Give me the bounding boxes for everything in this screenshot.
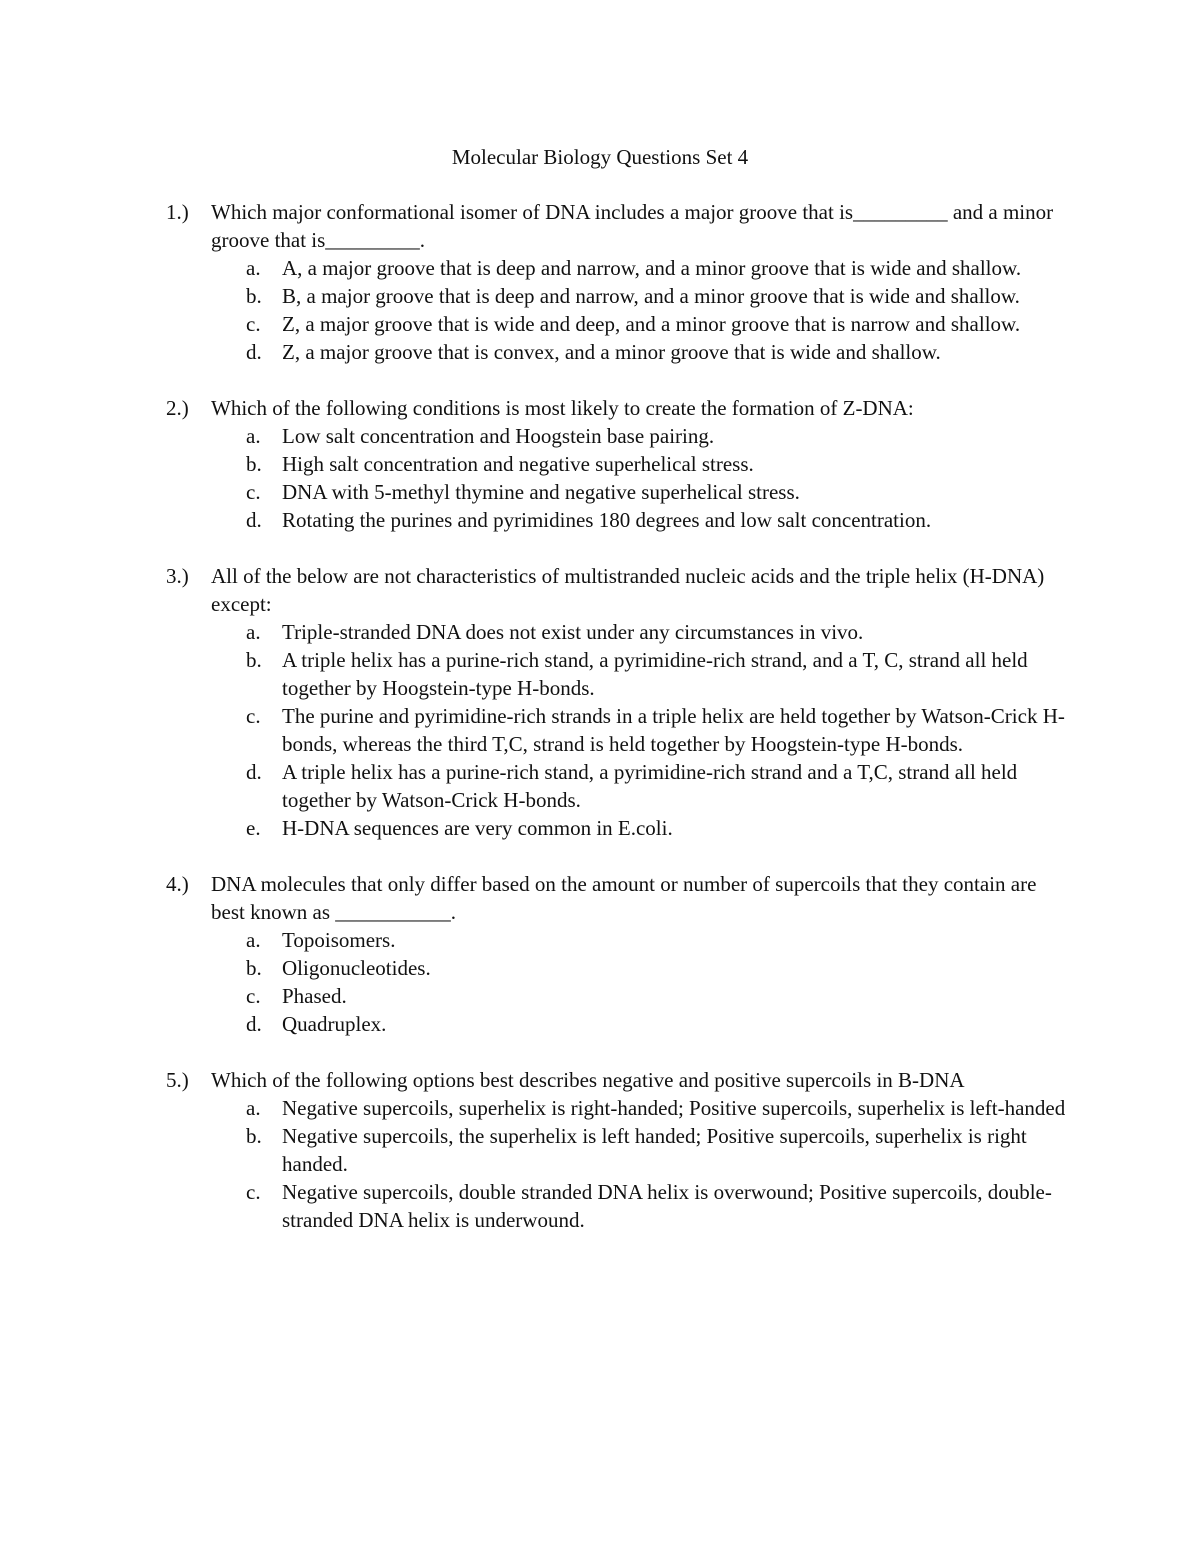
option-label: a. xyxy=(246,928,261,952)
option-d xyxy=(166,1010,1066,1038)
question-list xyxy=(166,198,1066,1262)
option-label: b. xyxy=(246,1124,262,1148)
option-list xyxy=(166,254,1066,366)
option-d xyxy=(166,758,1066,814)
option-label: c. xyxy=(246,312,261,336)
option-text: High salt concentration and negative superhelical stress. xyxy=(282,452,754,476)
question-5 xyxy=(166,1066,1066,1234)
option-label: d. xyxy=(246,760,262,784)
option-text: A, a major groove that is deep and narrow, and a minor groove that is wide and shallow. xyxy=(282,256,1022,280)
option-label: a. xyxy=(246,256,261,280)
option-text: The purine and pyrimidine-rich strands in a triple helix are held together by Watson-Crick H-bonds, whereas the third T,C, strand is held together by Hoogstein-type H-bonds. xyxy=(282,704,1065,756)
option-c xyxy=(166,982,1066,1010)
question-text: DNA molecules that only differ based on the amount or number of supercoils that they contain are best known as ___________. xyxy=(211,872,1037,924)
option-c xyxy=(166,702,1066,758)
option-label: d. xyxy=(246,1012,262,1036)
option-text: Phased. xyxy=(282,984,347,1008)
option-b xyxy=(166,450,1066,478)
question-number: 4.) xyxy=(166,872,189,896)
option-a xyxy=(166,1094,1066,1122)
option-a xyxy=(166,422,1066,450)
option-text: B, a major groove that is deep and narrow, and a minor groove that is wide and shallow. xyxy=(282,284,1020,308)
option-label: c. xyxy=(246,984,261,1008)
option-d xyxy=(166,338,1066,366)
question-3 xyxy=(166,562,1066,842)
option-a xyxy=(166,618,1066,646)
question-stem xyxy=(166,1066,1066,1094)
option-label: b. xyxy=(246,956,262,980)
option-label: c. xyxy=(246,480,261,504)
option-label: d. xyxy=(246,508,262,532)
option-label: c. xyxy=(246,704,261,728)
option-text: Rotating the purines and pyrimidines 180 degrees and low salt concentration. xyxy=(282,508,932,532)
question-stem xyxy=(166,870,1066,926)
option-text: Triple-stranded DNA does not exist under any circumstances in vivo. xyxy=(282,620,864,644)
option-label: a. xyxy=(246,620,261,644)
question-text: Which major conformational isomer of DNA includes a major groove that is_________ and a minor groove that is_________. xyxy=(211,200,1054,252)
option-text: Topoisomers. xyxy=(282,928,396,952)
question-1 xyxy=(166,198,1066,366)
option-list xyxy=(166,926,1066,1038)
option-list xyxy=(166,618,1066,842)
question-number: 1.) xyxy=(166,200,189,224)
question-text: Which of the following options best describes negative and positive supercoils in B-DNA xyxy=(211,1068,965,1092)
option-list xyxy=(166,1094,1066,1234)
option-c xyxy=(166,1178,1066,1234)
option-c xyxy=(166,310,1066,338)
option-a xyxy=(166,254,1066,282)
option-label: b. xyxy=(246,452,262,476)
question-2 xyxy=(166,394,1066,534)
option-label: a. xyxy=(246,1096,261,1120)
option-text: Negative supercoils, the superhelix is left handed; Positive supercoils, superhelix is right handed. xyxy=(282,1124,1027,1176)
option-text: Low salt concentration and Hoogstein base pairing. xyxy=(282,424,715,448)
question-stem xyxy=(166,394,1066,422)
option-e xyxy=(166,814,1066,842)
option-b xyxy=(166,1122,1066,1178)
question-text: Which of the following conditions is most likely to create the formation of Z-DNA: xyxy=(211,396,914,420)
option-text: Z, a major groove that is convex, and a minor groove that is wide and shallow. xyxy=(282,340,941,364)
option-text: Negative supercoils, double stranded DNA helix is overwound; Positive supercoils, double-stranded DNA helix is underwound. xyxy=(282,1180,1052,1232)
question-stem xyxy=(166,562,1066,618)
option-text: DNA with 5-methyl thymine and negative superhelical stress. xyxy=(282,480,800,504)
page-title: Molecular Biology Questions Set 4 xyxy=(451,145,749,169)
option-a xyxy=(166,926,1066,954)
question-text: All of the below are not characteristics of multistranded nucleic acids and the triple helix (H-DNA) except: xyxy=(211,564,1045,616)
option-text: Negative supercoils, superhelix is right-handed; Positive supercoils, superhelix is left-handed xyxy=(282,1096,1066,1120)
option-label: c. xyxy=(246,1180,261,1204)
question-stem xyxy=(166,198,1066,254)
option-b xyxy=(166,954,1066,982)
option-text: Oligonucleotides. xyxy=(282,956,431,980)
option-text: H-DNA sequences are very common in E.coli. xyxy=(282,816,673,840)
question-number: 2.) xyxy=(166,396,189,420)
option-text: Quadruplex. xyxy=(282,1012,387,1036)
option-text: Z, a major groove that is wide and deep, and a minor groove that is narrow and shallow. xyxy=(282,312,1021,336)
option-b xyxy=(166,646,1066,702)
option-list xyxy=(166,422,1066,534)
option-d xyxy=(166,506,1066,534)
option-label: b. xyxy=(246,648,262,672)
option-label: b. xyxy=(246,284,262,308)
option-b xyxy=(166,282,1066,310)
option-text: A triple helix has a purine-rich stand, a pyrimidine-rich strand, and a T, C, strand all held together by Hoogstein-type H-bonds. xyxy=(282,648,1028,700)
option-c xyxy=(166,478,1066,506)
option-label: e. xyxy=(246,816,261,840)
option-label: d. xyxy=(246,340,262,364)
option-label: a. xyxy=(246,424,261,448)
question-4 xyxy=(166,870,1066,1038)
question-number: 5.) xyxy=(166,1068,189,1092)
question-number: 3.) xyxy=(166,564,189,588)
option-text: A triple helix has a purine-rich stand, a pyrimidine-rich strand and a T,C, strand all held together by Watson-Crick H-bonds. xyxy=(282,760,1018,812)
